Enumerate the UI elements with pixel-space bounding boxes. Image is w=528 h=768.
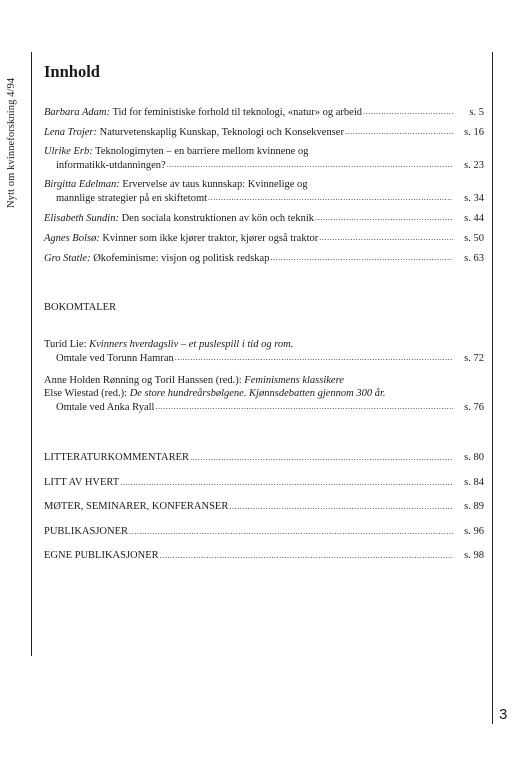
section-entry [44,550,484,561]
page-ref [454,501,484,512]
toc-entry [44,211,484,225]
page-ref-number: 5 [476,107,484,118]
dot-leader [175,351,453,364]
dot-leader [270,251,453,264]
article-title: informatikk-utdanningen? [56,160,166,171]
article-title: Naturvetenskaplig Kunskap, Teknologi och Konsekvenser [99,127,344,138]
page-prefix: s. [464,525,471,537]
toc-entry [44,251,484,265]
right-rule [492,52,493,724]
dot-leader [363,105,453,118]
review-author: Else Wiestad (red.): [44,388,128,399]
toc-entry-line [44,158,484,172]
section-label: LITTERATURKOMMENTARER [44,452,189,463]
toc-entry [44,145,484,172]
dot-leader [315,211,453,224]
page-ref [454,550,484,561]
page-prefix: s. [464,127,471,138]
journal-title-vertical: Nytt om kvinneforskning 4/94 [6,77,17,208]
review-book [44,387,386,400]
toc-entry-line [44,231,484,245]
page-number: 3 [499,706,508,723]
toc-entry-line [44,125,484,139]
page-prefix: s. [464,160,471,171]
section-entry [44,501,484,512]
page-ref-number: 89 [470,501,484,512]
review-book-title: Feminismens klassikere [244,375,344,386]
review-list [44,338,484,423]
toc-entry-text [44,126,344,139]
toc-entry-line [44,191,484,205]
toc-entry-text [44,192,207,205]
page-ref [454,477,484,488]
toc-entry-text [44,106,362,119]
page-ref [454,106,484,119]
page-prefix: s. [464,476,471,488]
article-title: Den sociala konstruktionen av kön och teknik [121,213,315,224]
author-name: Barbara Adam: [44,107,111,118]
dot-leader [190,453,453,462]
review-book [44,338,293,351]
page-ref [454,159,484,172]
dot-leader [155,400,453,413]
toc-entry [44,178,484,205]
page-prefix: s. [464,452,471,463]
author-name: Agnes Bolsø: [44,233,100,244]
review-line [44,387,484,400]
review-author: Anne Holden Rønning og Toril Hanssen (red.): [44,375,242,386]
page-prefix: s. [464,233,471,244]
section-entry [44,452,484,463]
author-name: Ulrike Erb: [44,146,93,157]
page-ref [454,252,484,265]
toc-entry-text [44,232,318,245]
toc-entry-line [44,211,484,225]
section-entry [44,477,484,488]
page-ref-number: 98 [470,550,484,561]
review-book [44,374,344,387]
author-name: Birgitta Edelman: [44,179,120,190]
page-ref-number: 34 [470,193,484,204]
toc-entry-text [44,178,308,191]
article-title: Tid for feministiske forhold til teknologi, «natur» og arbeid [112,107,362,118]
toc-entry-line [44,105,484,119]
review-author: Turid Lie: [44,339,87,350]
page-ref [454,126,484,139]
page-ref-number: 23 [470,160,484,171]
dot-leader [319,231,453,244]
page-heading: Innhold [44,62,100,81]
page-ref [454,401,484,414]
page-prefix: s. [469,107,477,118]
toc-entry [44,125,484,139]
review-book-title: De store hundreårsbølgene. Kjønnsdebatten gjennom 300 år. [129,388,386,399]
toc-entry-text [44,145,308,158]
section-label: EGNE PUBLIKASJONER [44,550,159,561]
author-name: Elisabeth Sundin: [44,213,119,224]
dot-leader [229,502,453,511]
toc-entry-line [44,145,484,158]
toc-entry-text [44,159,166,172]
page-ref-number: 80 [470,452,484,463]
page-ref [454,452,484,463]
article-title: Kvinner som ikke kjører traktor, kjører også traktor [102,233,319,244]
page-ref [454,212,484,225]
page-ref-number: 63 [470,253,484,264]
page-ref [454,232,484,245]
dot-leader [167,158,453,171]
article-title: Teknologimyten – en barriere mellom kvinnene og [95,146,309,157]
toc-entry-text [44,252,269,265]
review-entry [44,338,484,365]
page-prefix: s. [464,353,471,364]
page-prefix: s. [464,402,471,413]
page-ref [454,192,484,205]
page-ref-number: 84 [470,476,484,488]
page-prefix: s. [464,550,471,561]
review-line [44,338,484,351]
toc-entry [44,231,484,245]
section-label: PUBLIKASJONER [44,525,129,537]
section-label: MØTER, SEMINARER, KONFERANSER [44,501,229,512]
book-reviews-heading: BOKOMTALER [44,302,117,313]
page-prefix: s. [464,193,471,204]
page-ref-number: 50 [470,233,484,244]
dot-leader [160,551,453,560]
review-line [44,400,484,414]
toc-entry [44,105,484,119]
dot-leader [120,478,453,487]
left-rule [31,52,32,656]
review-line [44,374,484,387]
page-prefix: s. [464,501,471,512]
page-prefix: s. [464,253,471,264]
toc-entry-text [44,212,314,225]
page-ref-number: 96 [470,525,484,537]
page-ref-number: 72 [470,353,484,364]
author-name: Gro Statle: [44,253,91,264]
review-entry [44,374,484,414]
toc-entry-line [44,178,484,191]
reviewer: Omtale ved Torunn Hamran [56,353,174,364]
dot-leader [129,527,453,536]
page-ref-number: 16 [470,127,484,138]
page-prefix: s. [464,213,471,224]
section-label: LITT AV HVERT [44,476,120,488]
review-line [44,351,484,365]
page-ref-number: 76 [470,402,484,413]
article-list [44,105,484,271]
article-title: mannlige strategier på en skiftetomt [56,193,208,204]
author-name: Lena Trojer: [44,127,97,138]
section-list [44,452,484,575]
page-ref-number: 44 [470,213,484,224]
page-ref [454,352,484,365]
toc-entry-line [44,251,484,265]
dot-leader [345,125,453,138]
dot-leader [208,191,453,204]
article-title: Ervervelse av taus kunnskap: Kvinnelige og [122,179,308,190]
page-ref [454,526,484,537]
section-entry [44,526,484,537]
article-title: Økofeminisme: visjon og politisk redskap [93,253,270,264]
reviewer: Omtale ved Anka Ryall [56,402,155,413]
review-book-title: Kvinners hverdagsliv – et puslespill i tid og rom. [89,339,294,350]
